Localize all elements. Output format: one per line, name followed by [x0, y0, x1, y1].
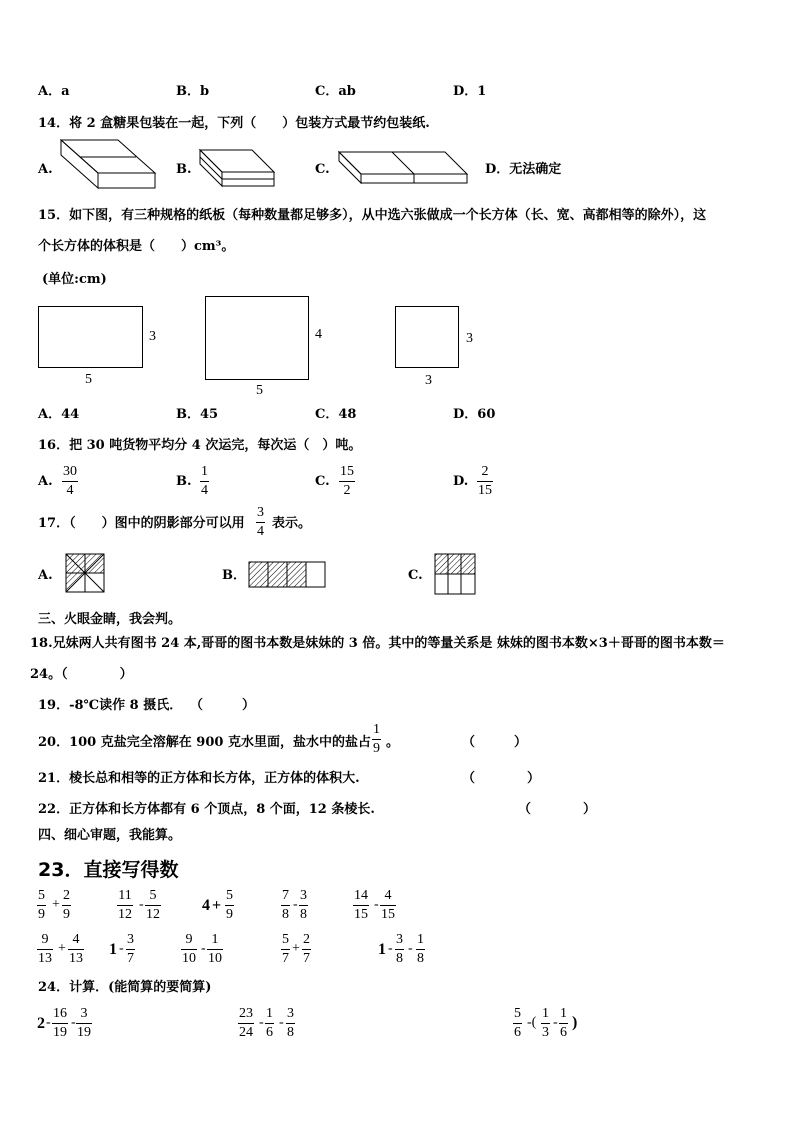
- q23-r1-e4-frac-a: 7 8: [282, 888, 289, 922]
- q24-e2-frac-c: 3 8: [287, 1006, 294, 1040]
- q14-option-d: D．无法确定: [485, 162, 562, 177]
- q23-r2-e1-op: +: [58, 941, 66, 956]
- q13-option-a: A．a: [38, 84, 70, 99]
- q17-figure-a: [64, 552, 106, 594]
- q23-r2-e5-frac-c: 1 8: [417, 932, 424, 966]
- q23-r1-e2-op: -: [139, 897, 144, 912]
- q23-r2-e5-frac-b: 3 8: [396, 932, 403, 966]
- q24-e3-frac-a: 5 6: [514, 1006, 521, 1040]
- q23-r1-e5-op: -: [374, 897, 379, 912]
- q23-r2-e4-frac-a: 5 7: [282, 932, 289, 966]
- q16-option-d-label: D.: [453, 474, 469, 489]
- q24-e3-close-paren: ): [572, 1014, 578, 1031]
- q15-option-d: D．60: [453, 407, 496, 422]
- q15-rect1-side-label: 3: [149, 329, 156, 344]
- q16-option-c-label: C.: [315, 474, 330, 489]
- q18-line1: 18.兄妹两人共有图书 24 本,哥哥的图书本数是妹妹的 3 倍。其中的等量关系是 妹妹的图书本数×3＋哥哥的图书本数＝: [30, 636, 725, 651]
- q24-e2-op1: -: [259, 1015, 264, 1030]
- q16-option-b-label: B.: [176, 474, 192, 489]
- q17-figure-c: [433, 552, 477, 596]
- q16-option-c-fraction: 15 2: [340, 464, 354, 498]
- q23-r2-e3-frac-b: 1 10: [208, 932, 222, 966]
- q23-r2-e4-frac-b: 2 7: [303, 932, 310, 966]
- q19-text: 19．-8℃读作 8 摄氏．: [38, 698, 183, 713]
- q21-text: 21．棱长总和相等的正方体和长方体，正方体的体积大.: [38, 771, 360, 786]
- q15-stem-line1: 15．如下图，有三种规格的纸板（每种数量都足够多），从中选六张做成一个长方体（长、宽、高都相等的除外），这: [38, 208, 707, 223]
- q23-r1-e1-op: +: [52, 897, 60, 912]
- q23-r1-e3-frac-b: 5 9: [226, 888, 233, 922]
- q16-option-a-label: A.: [38, 474, 53, 489]
- q23-title: 23．直接写得数: [38, 859, 179, 881]
- q15-board-rect-1: [38, 306, 143, 368]
- q17-option-b-label: B．: [222, 568, 246, 583]
- q23-r2-e2-frac-b: 3 7: [127, 932, 134, 966]
- q23-r1-e1-frac-b: 2 9: [63, 888, 70, 922]
- q13-option-d: D．1: [453, 84, 487, 99]
- q15-unit: (单位:cm): [42, 272, 107, 287]
- q21-answer-paren[interactable]: （ ）: [462, 771, 541, 786]
- q23-r1-e5-frac-a: 14 15: [354, 888, 368, 922]
- q24-e1-op2: -: [71, 1015, 76, 1030]
- q15-option-b: B．45: [176, 407, 219, 422]
- q24-e1-frac-b: 3 19: [77, 1006, 91, 1040]
- q15-rect1-bottom-label: 5: [85, 372, 92, 387]
- q24-e3-op1: -(: [527, 1015, 537, 1030]
- q20-period: 。: [386, 735, 400, 750]
- q23-r2-e5-op2: -: [408, 941, 413, 956]
- q14-box-figure-c: [337, 150, 469, 186]
- q23-r2-e1-frac-b: 4 13: [69, 932, 83, 966]
- q23-r2-e2-whole: 1: [109, 941, 117, 958]
- q17-option-a-label: A.: [38, 568, 53, 583]
- q23-r1-e4-frac-b: 3 8: [300, 888, 307, 922]
- q23-r1-e5-frac-b: 4 15: [381, 888, 395, 922]
- q22-text: 22．正方体和长方体都有 6 个顶点，8 个面，12 条棱长.: [38, 802, 375, 817]
- q23-r2-e2-op: -: [119, 941, 124, 956]
- q23-r1-e3-whole: 4: [202, 897, 210, 914]
- q14-stem: 14．将 2 盒糖果包装在一起，下列（ ）包装方式最节约包装纸.: [38, 116, 430, 131]
- q23-r1-e3-op: +: [212, 897, 222, 914]
- q14-box-figure-b: [198, 148, 278, 190]
- q23-r2-e3-op: -: [201, 941, 206, 956]
- q23-r2-e5-op1: -: [388, 941, 393, 956]
- q24-e3-frac-c: 1 6: [560, 1006, 567, 1040]
- q23-r1-e1-frac-a: 5 9: [38, 888, 45, 922]
- q17-stem-pre: 17．（ ）图中的阴影部分可以用: [38, 516, 245, 531]
- q24-e3-frac-b: 1 3: [542, 1006, 549, 1040]
- q15-option-c: C．48: [315, 407, 357, 422]
- q24-e3-op2: -: [553, 1015, 558, 1030]
- q24-e1-op1: -: [46, 1015, 51, 1030]
- q17-fraction: 3 4: [257, 505, 264, 539]
- q16-stem: 16．把 30 吨货物平均分 4 次运完，每次运（ ）吨。: [38, 438, 362, 453]
- q15-rect3-side-label: 3: [466, 331, 473, 346]
- q13-option-c: C．ab: [315, 84, 356, 99]
- q15-stem-line2: 个长方体的体积是（ ）cm³。: [38, 239, 235, 254]
- q17-option-c-label: C.: [408, 568, 423, 583]
- section-4-heading: 四、细心审题，我能算。: [38, 828, 182, 843]
- q23-r2-e4-op: +: [292, 941, 300, 956]
- q23-r2-e1-frac-a: 9 13: [38, 932, 52, 966]
- q23-r1-e2-frac-a: 11 12: [118, 888, 132, 922]
- q22-answer-paren[interactable]: （ ）: [518, 802, 597, 817]
- q23-r2-e3-frac-a: 9 10: [182, 932, 196, 966]
- q14-option-b-label: B.: [176, 162, 192, 177]
- q15-rect2-side-label: 4: [315, 327, 322, 342]
- q23-r1-e4-op: -: [293, 897, 298, 912]
- q17-stem-post: 表示。: [272, 516, 312, 531]
- section-3-heading: 三、火眼金睛，我会判。: [38, 612, 182, 627]
- q15-rect3-bottom-label: 3: [425, 373, 432, 388]
- q13-option-b: B．b: [176, 84, 210, 99]
- q14-option-a-label: A.: [38, 162, 53, 177]
- q24-e2-frac-b: 1 6: [266, 1006, 273, 1040]
- q24-e2-op2: -: [279, 1015, 284, 1030]
- q15-option-a: A．44: [38, 407, 80, 422]
- q14-option-c-label: C.: [315, 162, 330, 177]
- q16-option-b-fraction: 1 4: [201, 464, 208, 498]
- q24-e1-frac-a: 16 19: [53, 1006, 67, 1040]
- q24-e2-frac-a: 23 24: [239, 1006, 253, 1040]
- q16-option-a-fraction: 30 4: [63, 464, 77, 498]
- q19-answer-paren[interactable]: （ ）: [190, 698, 256, 713]
- q23-r1-e2-frac-b: 5 12: [146, 888, 160, 922]
- q16-option-d-fraction: 2 15: [478, 464, 492, 498]
- q24-title: 24．计算．(能简算的要简算): [38, 980, 212, 995]
- q20-text: 20．100 克盐完全溶解在 900 克水里面，盐水中的盐占: [38, 735, 371, 750]
- q15-board-rect-3: [395, 306, 459, 368]
- q17-figure-b: [247, 560, 327, 590]
- q15-rect2-bottom-label: 5: [256, 383, 263, 398]
- q20-fraction: 1 9: [373, 722, 380, 756]
- q14-box-figure-a: [60, 138, 160, 198]
- q24-e1-whole: 2: [37, 1015, 45, 1032]
- q15-board-rect-2: [205, 296, 309, 380]
- q23-r2-e5-whole: 1: [378, 941, 386, 958]
- q18-line2: 24。（ ）: [30, 667, 133, 682]
- q20-answer-paren[interactable]: （ ）: [462, 735, 528, 750]
